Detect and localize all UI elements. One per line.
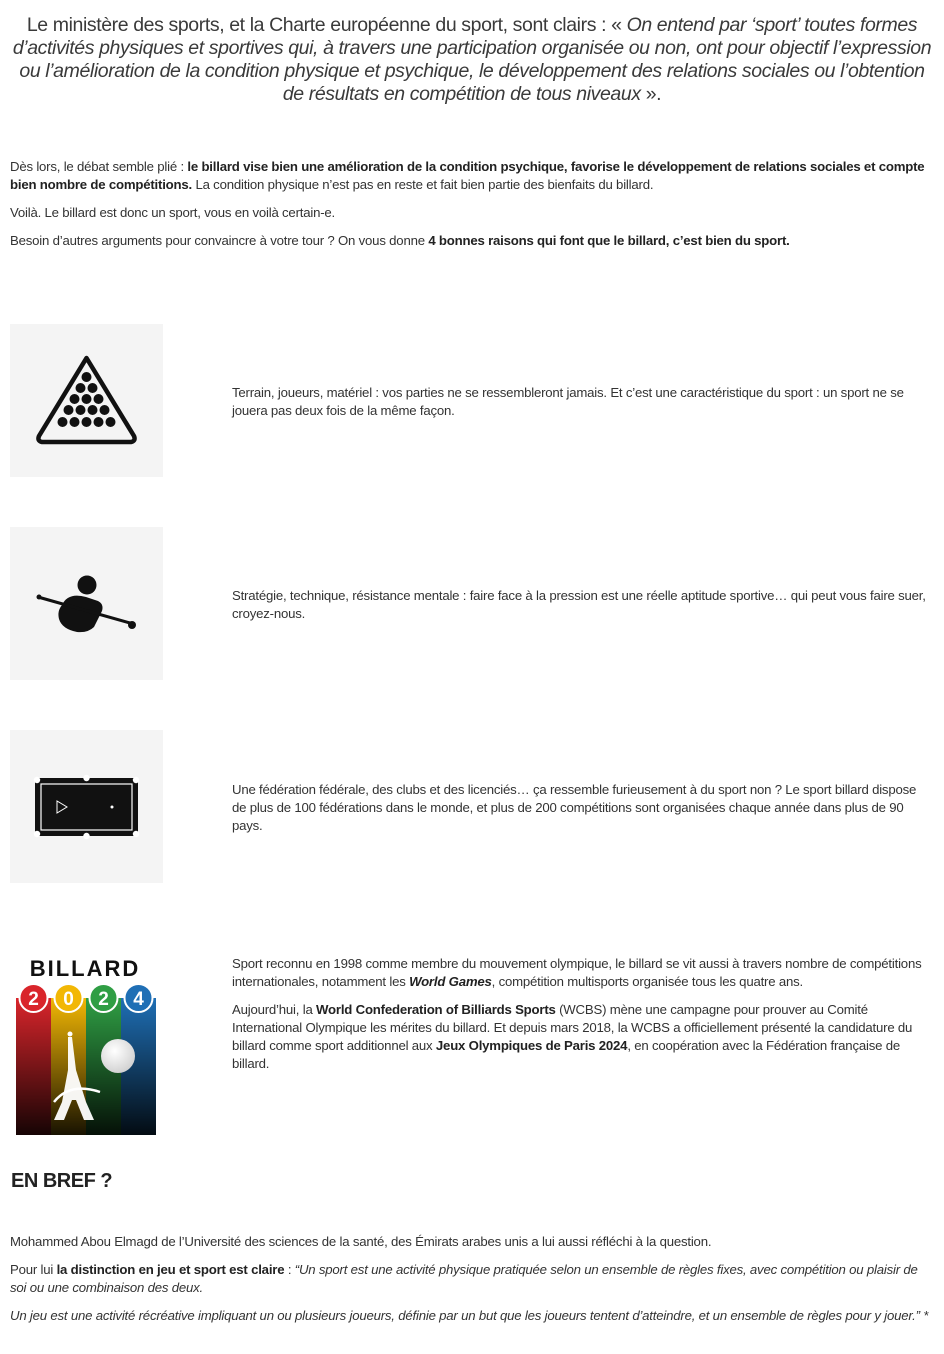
billard-2024-logo (14, 952, 156, 1135)
en-bref-paragraph-1: Mohammed Abou Elmagd de l’Université des sciences de la santé, des Émirats arabes unis a lui aussi réfléchi à la question. (10, 1234, 712, 1249)
voila-paragraph: Voilà. Le billard est donc un sport, vous en voilà certain-e. (10, 205, 336, 220)
intro-quote-text: On entend par ‘sport’ toutes formes d’activités physiques et sportives qui, à travers une participation organisée ou non, ont pour objectif l’expression ou l’amélioration de la condition physique et psychique, le développement des relations sociales ou l’obtention de résultats en compétition de tous niveaux (12, 14, 932, 105)
paris-2024: Jeux Olympiques de Paris 2024 (435, 1038, 628, 1053)
en-bref-p2-colon: : (284, 1262, 295, 1277)
logo-word: BILLARD (29, 956, 141, 981)
debate-bold: le billard vise bien une amélioration de la condition psychique, favorise le développement de relations sociales et compte bien nombre de compétitions. (10, 159, 925, 192)
intro-plain: Le ministère des sports, et la Charte européenne du sport, sont clairs : « (26, 14, 627, 36)
logo-digit-3: 2 (98, 989, 109, 1010)
en-bref-paragraph-3: Un jeu est une activité récréative impliquant un ou plusieurs joueurs, définie par un but que les joueurs tentent d’atteindre, et un ensemble de règles pour y jouer.” * (10, 1308, 929, 1323)
besoin-lead: Besoin d’autres arguments pour convaincre à votre tour ? On vous donne (10, 233, 429, 248)
besoin-bold: 4 bonnes raisons qui font que le billard, c’est bien du sport. (428, 233, 790, 248)
olympic-p2-a: Aujourd’hui, la (232, 1002, 317, 1017)
rack-triangle-icon (10, 324, 163, 477)
en-bref-paragraph-2 (10, 1261, 934, 1297)
logo-digit-1: 2 (28, 989, 39, 1010)
olympic-p2-c: (WCBS) mène une campagne pour prouver au Comité International Olympique les mérites du billard. Et depuis mars 2018, la WCBS a officiellement présenté la candidature du billard comme sport additionnel aux (232, 1002, 913, 1053)
en-bref-heading: EN BREF ? (11, 1170, 113, 1192)
olympic-paragraph-1 (232, 955, 932, 991)
wcbs-name: World Confederation of Billiards Sports (316, 1002, 556, 1017)
distinction-bold: la distinction en jeu et sport est claire (56, 1262, 285, 1277)
intro-quote (10, 14, 934, 106)
olympic-p1-lead: Sport reconnu en 1998 comme membre du mouvement olympique, le billard se vit aussi à travers nombre de compétitions internationales, notamment les (232, 956, 922, 989)
pool-table-icon (10, 730, 163, 883)
logo-digit-2: 0 (63, 989, 74, 1010)
world-games: World Games (409, 974, 492, 989)
olympic-paragraph-2 (232, 1001, 932, 1073)
player-tile (10, 527, 163, 680)
logo-digit-4: 4 (133, 989, 144, 1010)
olympic-p1-rest: , compétition multisports organisée tous les quatre ans. (491, 974, 803, 989)
sport-definition: “Un sport est une activité physique pratiquée selon un ensemble de règles fixes, avec compétition ou plaisir de soi ou une combinaison des deux. (10, 1262, 918, 1295)
olympic-p2-e: , en coopération avec la Fédération française de billard. (232, 1038, 900, 1071)
debate-paragraph (10, 158, 934, 194)
table-tile (10, 730, 163, 883)
feature-player-text: Stratégie, technique, résistance mentale : faire face à la pression est une réelle aptitude sportive… qui peut vous faire suer, croyez-nous. (232, 588, 926, 621)
olympic-text (232, 955, 932, 1073)
besoin-paragraph (10, 232, 934, 250)
billiard-player-icon (10, 527, 163, 680)
feature-rack-text: Terrain, joueurs, matériel : vos parties ne se ressembleront jamais. Et c’est une caractéristique du sport : un sport ne se jouera pas deux fois de la même façon. (232, 385, 904, 418)
debate-rest: La condition physique n’est pas en reste et fait bien partie des bienfaits du billard. (191, 177, 654, 192)
intro-close: ». (640, 83, 662, 105)
feature-table-text: Une fédération fédérale, des clubs et des licenciés… ça ressemble furieusement à du sport non ? Le sport billard dispose de plus de 100 fédérations dans le monde, et plus de 200 compétitions sont organisées chaque année dans plus de 90 pays. (232, 782, 917, 833)
debate-lead: Dès lors, le débat semble plié : (10, 159, 188, 174)
en-bref-p2-lead: Pour lui (10, 1262, 57, 1277)
rack-tile (10, 324, 163, 477)
